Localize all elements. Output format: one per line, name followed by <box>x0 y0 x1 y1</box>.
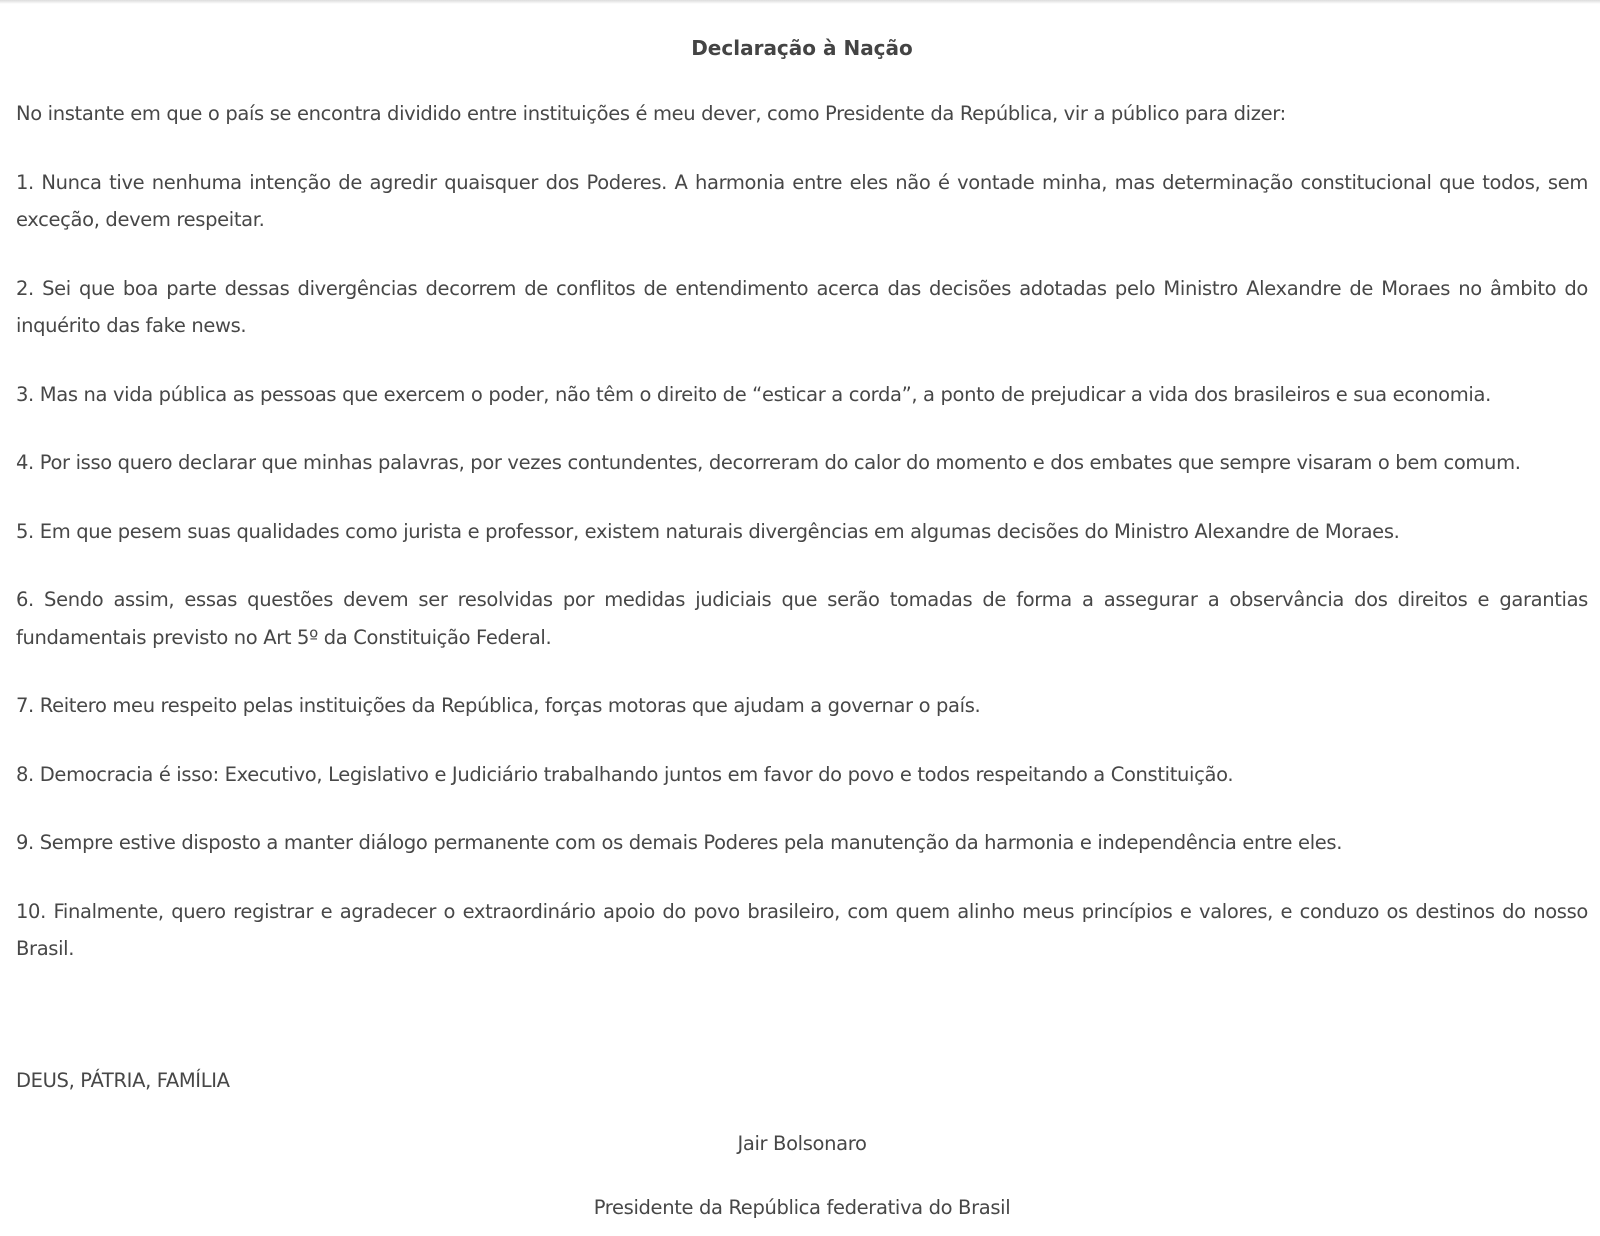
item-9-paragraph: 9. Sempre estive disposto a manter diálogo permanente com os demais Poderes pela manutenção da harmonia e independência entre eles. <box>16 831 1343 854</box>
item-1-paragraph: 1. Nunca tive nenhuma intenção de agredir quaisquer dos Poderes. A harmonia entre eles não é vontade minha, mas determinação constitucional que todos, sem exceção, devem respeitar. <box>16 170 1588 231</box>
item-3-paragraph: 3. Mas na vida pública as pessoas que exercem o poder, não têm o direito de “esticar a corda”, a ponto de prejudicar a vida dos brasileiros e sua economia. <box>16 382 1491 406</box>
item-4-paragraph: 4. Por isso quero declarar que minhas palavras, por vezes contundentes, decorreram do calor do momento e dos embates que sempre visaram o bem comum. <box>16 451 1521 474</box>
item-10-paragraph: 10. Finalmente, quero registrar e agradecer o extraordinário apoio do povo brasileiro, com quem alinho meus princípios e valores, e conduzo os destinos do nosso Brasil. <box>16 899 1588 960</box>
declaration-document <box>16 32 1588 1226</box>
signature-role: Presidente da República federativa do Brasil <box>593 1195 1011 1219</box>
motto: DEUS, PÁTRIA, FAMÍLIA <box>16 1068 230 1092</box>
top-edge-shadow <box>0 0 1600 4</box>
item-2-paragraph: 2. Sei que boa parte dessas divergências decorrem de conflitos de entendimento acerca das decisões adotadas pelo Ministro Alexandre de Moraes no âmbito do inquérito das fake news. <box>16 276 1588 337</box>
item-6-paragraph: 6. Sendo assim, essas questões devem ser resolvidas por medidas judiciais que serão tomadas de forma a assegurar a observância dos direitos e garantias fundamentais previsto no Art 5º da Constituição Federal. <box>16 588 1588 649</box>
document-title: Declaração à Nação <box>691 36 913 60</box>
item-7-paragraph: 7. Reitero meu respeito pelas instituições da República, forças motoras que ajudam a governar o país. <box>16 694 981 717</box>
item-5-paragraph: 5. Em que pesem suas qualidades como jurista e professor, existem naturais divergências em algumas decisões do Ministro Alexandre de Moraes. <box>16 519 1400 543</box>
signature-name: Jair Bolsonaro <box>737 1132 867 1155</box>
intro-paragraph: No instante em que o país se encontra dividido entre instituições é meu dever, como Presidente da República, vir a público para dizer: <box>16 102 1286 125</box>
item-8-paragraph: 8. Democracia é isso: Executivo, Legislativo e Judiciário trabalhando juntos em favor do povo e todos respeitando a Constituição. <box>16 762 1234 786</box>
